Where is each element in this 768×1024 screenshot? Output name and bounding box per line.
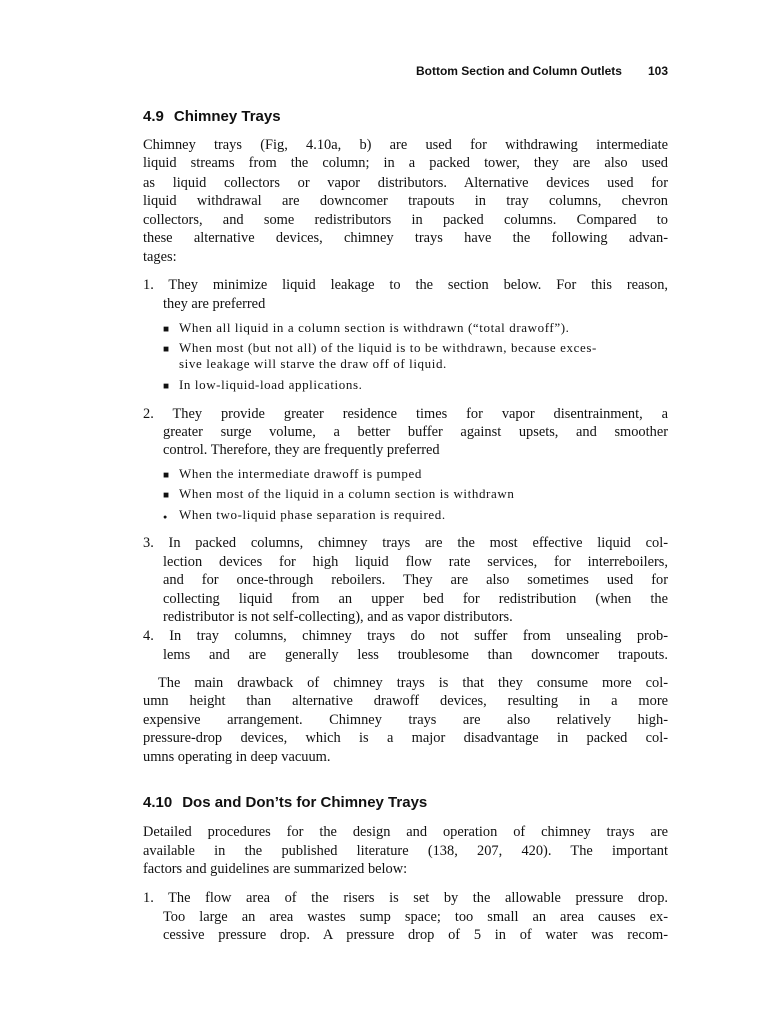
paragraph-line: collectors, and some redistributors in packed columns. Compared to	[143, 212, 668, 228]
paragraph-line: The main drawback of chimney trays is that they consume more col-	[158, 675, 668, 691]
paragraph-line: pressure-drop devices, which is a major disadvantage in packed col-	[143, 730, 668, 746]
bullet-continuation: sive leakage will starve the draw off of liquid.	[179, 356, 447, 371]
list-item-line: control. Therefore, they are frequently preferred	[163, 442, 440, 458]
paragraph-line: available in the published literature (138, 207, 420). The important	[143, 843, 668, 859]
paragraph-line: Detailed procedures for the design and operation of chimney trays are	[143, 824, 668, 840]
running-title: Bottom Section and Column Outlets	[415, 64, 622, 78]
bullet-item: ■ When most of the liquid in a column section is withdrawn	[163, 486, 668, 504]
list-item-line: 4. In tray columns, chimney trays do not suffer from unsealing prob-	[143, 628, 668, 644]
bullet-item: ■ In low-liquid-load applications.	[163, 377, 668, 395]
list-item-line: collecting liquid from an upper bed for redistribution (when the	[163, 591, 668, 607]
bullet-square-icon: ■	[163, 490, 170, 501]
bullet-square-icon: ■	[163, 470, 170, 481]
paragraph-line: tages:	[143, 249, 177, 265]
list-item-line: Too large an area wastes sump space; too small an area causes ex-	[163, 909, 668, 925]
section-number: 4.9	[143, 108, 164, 125]
list-item-line: redistributor is not self-collecting), and as vapor distributors.	[163, 609, 513, 625]
paragraph-line: as liquid collectors or vapor distributors. Alternative devices used for	[143, 175, 668, 191]
section-title: Dos and Don’ts for Chimney Trays	[182, 794, 428, 811]
list-item-line: and for once-through reboilers. They are also sometimes used for	[163, 572, 668, 588]
bullet-square-icon: ■	[163, 381, 170, 392]
paragraph-line: umn height than alternative drawoff devices, resulting in a more	[143, 693, 668, 709]
list-item-line: lems and are generally less troublesome than downcomer trapouts.	[163, 647, 668, 663]
bullet-item: ■ When all liquid in a column section is withdrawn (“total drawoff”).	[163, 320, 668, 338]
bullet-square-icon: ■	[163, 344, 170, 355]
bullet-item: ● When two-liquid phase separation is required.	[163, 507, 668, 525]
paragraph-line: Chimney trays (Fig, 4.10a, b) are used for withdrawing intermediate	[143, 137, 668, 153]
paragraph-line: umns operating in deep vacuum.	[143, 749, 331, 765]
list-item-line: cessive pressure drop. A pressure drop of 5 in of water was recom-	[163, 927, 668, 943]
section-title: Chimney Trays	[173, 108, 281, 125]
list-item-line: 1. The flow area of the risers is set by the allowable pressure drop.	[143, 890, 668, 906]
page-number: 103	[647, 64, 668, 78]
section-heading-4-9	[143, 108, 281, 125]
bullet-item: ■ When the intermediate drawoff is pumped	[163, 466, 668, 484]
list-item-line: 2. They provide greater residence times for vapor disentrainment, a	[143, 406, 668, 422]
section-number: 4.10	[143, 794, 173, 811]
running-header	[142, 64, 668, 78]
paragraph-line: liquid withdrawal are downcomer trapouts in tray columns, chevron	[143, 193, 668, 209]
bullet-item: ■ When most (but not all) of the liquid is to be withdrawn, because exces-	[163, 340, 668, 358]
paragraph-line: factors and guidelines are summarized below:	[143, 861, 408, 877]
paragraph-line: these alternative devices, chimney trays have the following advan-	[143, 230, 668, 246]
list-item-line: 1. They minimize liquid leakage to the section below. For this reason,	[143, 277, 668, 293]
list-item-line: they are preferred	[163, 296, 266, 312]
list-item-line: lection devices for high liquid flow rate services, for interreboilers,	[163, 554, 668, 570]
paragraph-line: liquid streams from the column; in a packed tower, they are also used	[143, 155, 668, 171]
bullet-square-icon: ■	[163, 324, 170, 335]
section-heading-4-10	[143, 794, 427, 811]
list-item-line: 3. In packed columns, chimney trays are the most effective liquid col-	[143, 535, 668, 551]
list-item-line: greater surge volume, a better buffer against upsets, and smoother	[163, 424, 668, 440]
bullet-round-icon: ●	[163, 513, 168, 521]
paragraph-line: expensive arrangement. Chimney trays are also relatively high-	[143, 712, 668, 728]
